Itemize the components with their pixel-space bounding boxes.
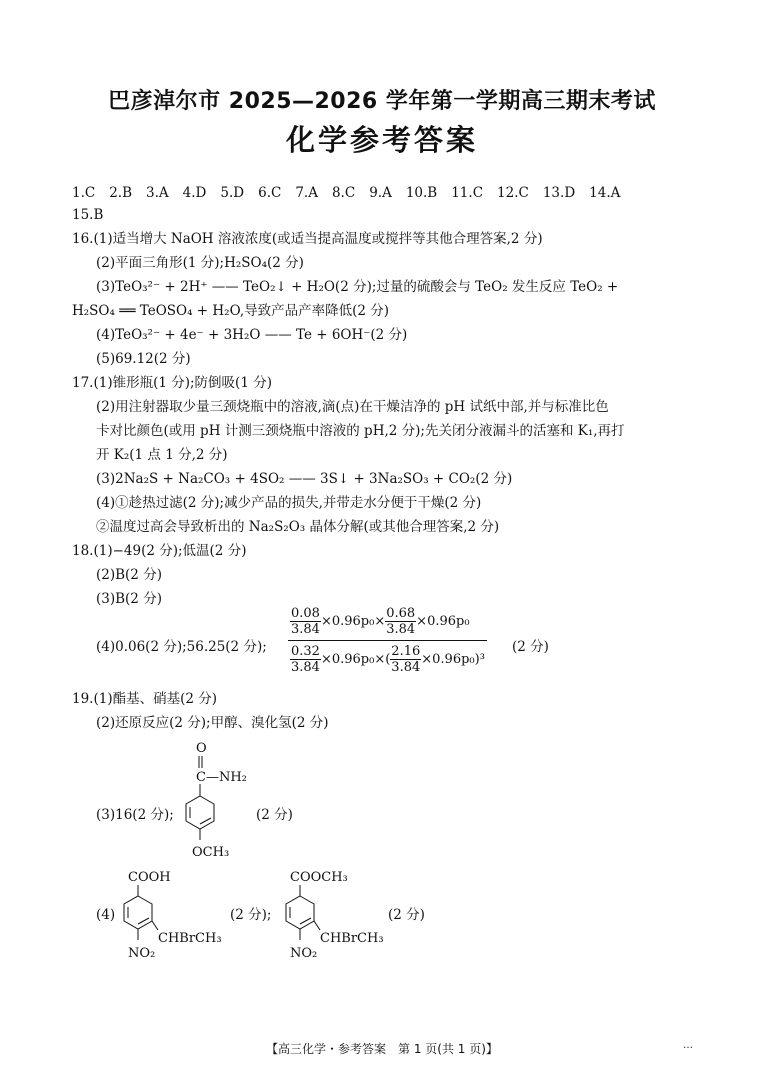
q16-part4: (4)TeO₃²⁻ + 4e⁻ + 3H₂O —— Te + 6OH⁻(2 分) — [96, 327, 408, 343]
q17-part1: 17.(1)锥形瓶(1 分);防倒吸(1 分) — [72, 375, 272, 391]
ester-group-label: COOCH₃ — [290, 870, 348, 885]
mc-answer: 14.A — [589, 185, 621, 201]
q19-part4-mid: (2 分); — [230, 907, 272, 923]
q18-part3: (3)B(2 分) — [96, 591, 162, 607]
carbonyl-oxygen-label: O — [196, 741, 207, 756]
q19-part3-prefix: (3)16(2 分); — [96, 807, 174, 823]
mc-answer: 8.C — [331, 185, 356, 201]
equilibrium-constant-expression — [288, 606, 487, 675]
q16-part5: (5)69.12(2 分) — [96, 351, 191, 367]
bromoethyl-group-label: CHBrCH₃ — [158, 931, 222, 946]
mc-answer: 7.A — [295, 185, 318, 201]
q18-part4-score: (2 分) — [512, 639, 549, 655]
expression-numerator: $\frac{0.08}{3.84}$ ×0.96p₀× $\frac{0.68}{3.84}$ ×0.96p₀ — [291, 606, 470, 637]
bromoethyl-group-label: CHBrCH₃ — [320, 931, 384, 946]
answer-key-title: 化学参考答案 — [285, 123, 478, 157]
mc-answer: 9.A — [369, 185, 392, 201]
mc-answer: 4.D — [182, 185, 207, 201]
exam-title: 巴彦淖尔市 2025—2026 学年第一学期高三期末考试 — [108, 89, 656, 114]
q17-part4b: ②温度过高会导致析出的 Na₂S₂O₃ 晶体分解(或其他合理答案,2 分) — [96, 519, 500, 535]
nitro-group-label: NO₂ — [128, 946, 156, 961]
expression-denominator: $\frac{0.32}{3.84}$ ×0.96p₀×( $\frac{2.16}{3.84}$ ×0.96p₀)³ — [291, 644, 485, 675]
mc-answer: 11.C — [451, 185, 484, 201]
q17-part4: (4)①趁热过滤(2 分);减少产品的损失,并带走水分便于干燥(2 分) — [96, 495, 482, 511]
mc-answer: 2.B — [109, 185, 133, 201]
q19-part3-score: (2 分) — [256, 807, 293, 823]
benzamide-structure — [170, 734, 260, 862]
q17-part3: (3)2Na₂S + Na₂CO₃ + 4SO₂ —— 3S↓ + 3Na₂SO₃ + CO₂(2 分) — [96, 471, 513, 487]
multiple-choice-answers — [72, 184, 692, 202]
corner-mark: … — [683, 1040, 693, 1051]
q17-part2-line1: (2)用注射器取少量三颈烧瓶中的溶液,滴(点)在干燥洁净的 pH 试纸中部,并与标准比色 — [96, 399, 609, 415]
q17-part2-line3: 开 K₂(1 点 1 分,2 分) — [96, 447, 228, 463]
q18-part1: 18.(1)−49(2 分);低温(2 分) — [72, 543, 247, 559]
q19-part4-score: (2 分) — [388, 907, 425, 923]
q16-part1: 16.(1)适当增大 NaOH 溶液浓度(或适当提高温度或搅拌等其他合理答案,2 分) — [72, 231, 543, 247]
q16-part3-line2: H₂SO₄ ══ TeOSO₄ + H₂O,导致产品产率降低(2 分) — [72, 303, 390, 319]
mc-answer: 1.C — [72, 185, 96, 201]
carboxyl-group-label: COOH — [128, 870, 171, 885]
mc-answer: 12.C — [497, 185, 529, 201]
mc-answer: 3.A — [146, 185, 169, 201]
q16-part2: (2)平面三角形(1 分);H₂SO₄(2 分) — [96, 255, 304, 271]
methoxy-group-label: OCH₃ — [192, 845, 230, 860]
q19-part4-prefix: (4) — [96, 907, 116, 923]
mc-answer: 10.B — [405, 185, 438, 201]
q19-part2: (2)还原反应(2 分);甲醇、溴化氢(2 分) — [96, 715, 329, 731]
q16-part3-line1: (3)TeO₃²⁻ + 2H⁺ —— TeO₂↓ + H₂O(2 分);过量的硫酸会与 TeO₂ 发生反应 TeO₂ + — [96, 279, 619, 295]
mc-answer: 5.D — [220, 185, 245, 201]
nitro-group-label: NO₂ — [290, 946, 318, 961]
q18-part2: (2)B(2 分) — [96, 567, 162, 583]
mc-answer-15: 15.B — [72, 207, 104, 223]
amide-group-label: C—NH₂ — [196, 770, 247, 785]
q18-part4-prefix: (4)0.06(2 分);56.25(2 分); — [96, 639, 267, 655]
mc-answer: 13.D — [542, 185, 576, 201]
q17-part2-line2: 卡对比颜色(或用 pH 计测三颈烧瓶中溶液的 pH,2 分);先关闭分液漏斗的活塞和 K₁,再打 — [96, 423, 625, 439]
mc-answer: 6.C — [258, 185, 282, 201]
bromo-acid-structure — [114, 868, 234, 963]
page-footer: 【高三化学・参考答案 第 1 页(共 1 页)】 — [266, 1042, 498, 1056]
bromo-ester-structure — [276, 868, 396, 963]
q19-part1: 19.(1)酯基、硝基(2 分) — [72, 691, 218, 707]
